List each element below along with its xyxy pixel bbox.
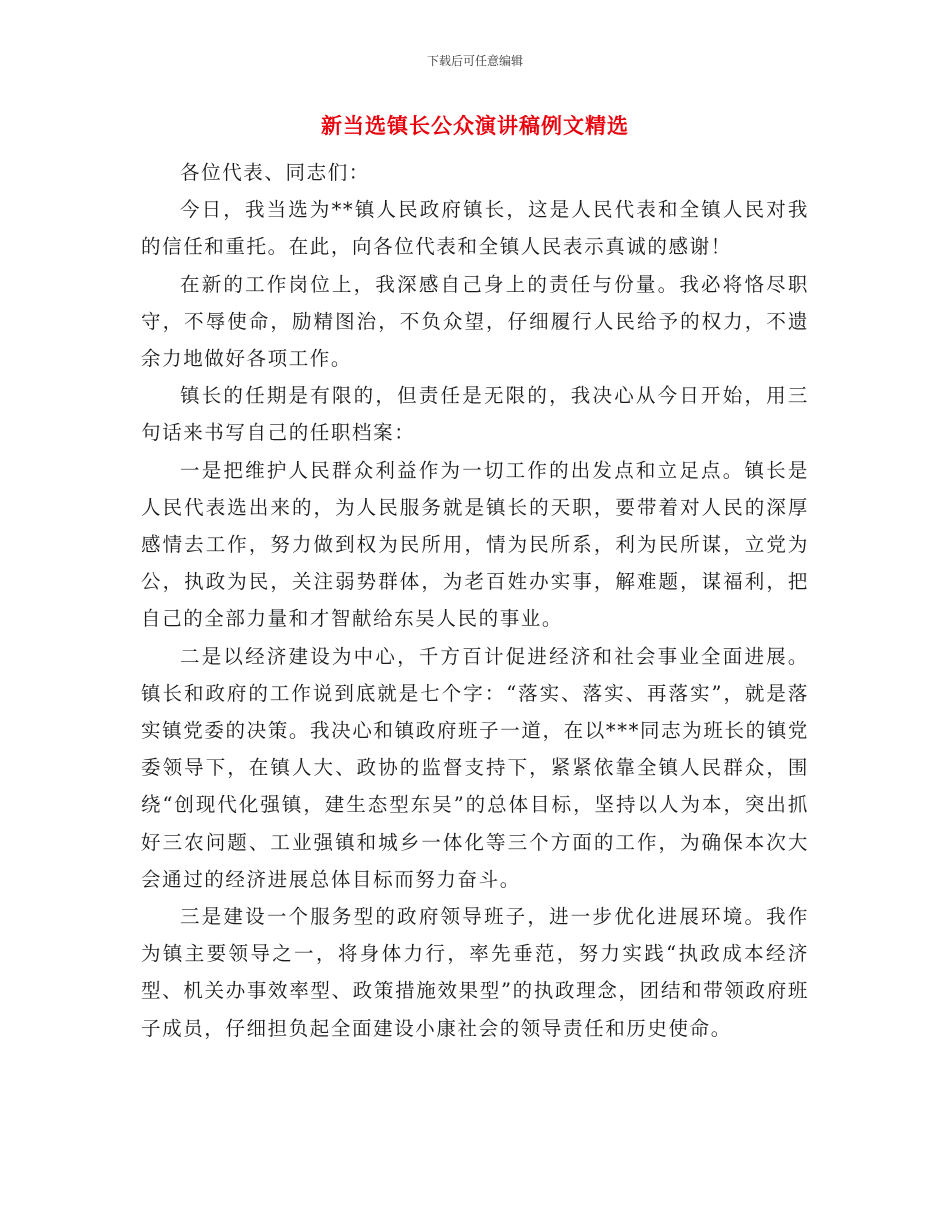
paragraph-responsibility: 在新的工作岗位上，我深感自己身上的责任与份量。我必将恪尽职守，不辱使命，励精图治，不负众望，仔细履行人民给予的权力，不遗余力地做好各项工作。 [141,272,809,371]
paragraph-salutation: 各位代表、同志们： [180,161,370,184]
paragraph-point-one: 一是把维护人民群众利益作为一切工作的出发点和立足点。镇长是人民代表选出来的，为人民服务就是镇长的天职，要带着对人民的深厚感情去工作，努力做到权为民所用，情为民所系，利为民所谋，立党为公，执政为民，关注弱势群体，为老百姓办实事，解难题，谋福利，把自己的全部力量和才智献给东吴人民的事业。 [141,458,809,631]
document-body [141,154,809,1047]
paragraph-three-sentences: 镇长的任期是有限的，但责任是无限的，我决心从今日开始，用三句话来书写自己的任职档案： [141,384,809,445]
page-header-note: 下载后可任意编辑 [426,54,523,68]
paragraph-point-three: 三是建设一个服务型的政府领导班子，进一步优化进展环境。我作为镇主要领导之一，将身体力行，率先垂范，努力实践“执政成本经济型、机关办事效率型、政策措施效果型”的执政理念，团结和带领政府班子成员，仔细担负起全面建设小康社会的领导责任和历史使命。 [141,905,809,1040]
paragraph-gratitude: 今日，我当选为**镇人民政府镇长，这是人民代表和全镇人民对我的信任和重托。在此，向各位代表和全镇人民表示真诚的感谢！ [141,198,809,259]
document-title: 新当选镇长公众演讲稿例文精选 [321,114,629,138]
paragraph-point-two: 二是以经济建设为中心，千方百计促进经济和社会事业全面进展。镇长和政府的工作说到底就是七个字：“落实、落实、再落实”，就是落实镇党委的决策。我决心和镇政府班子一道，在以***同志为班长的镇党委领导下，在镇人大、政协的监督支持下，紧紧依靠全镇人民群众，围绕“创现代化强镇，建生态型东吴”的总体目标，坚持以人为本，突出抓好三农问题、工业强镇和城乡一体化等三个方面的工作，为确保本次大会通过的经济进展总体目标而努力奋斗。 [141,644,809,891]
